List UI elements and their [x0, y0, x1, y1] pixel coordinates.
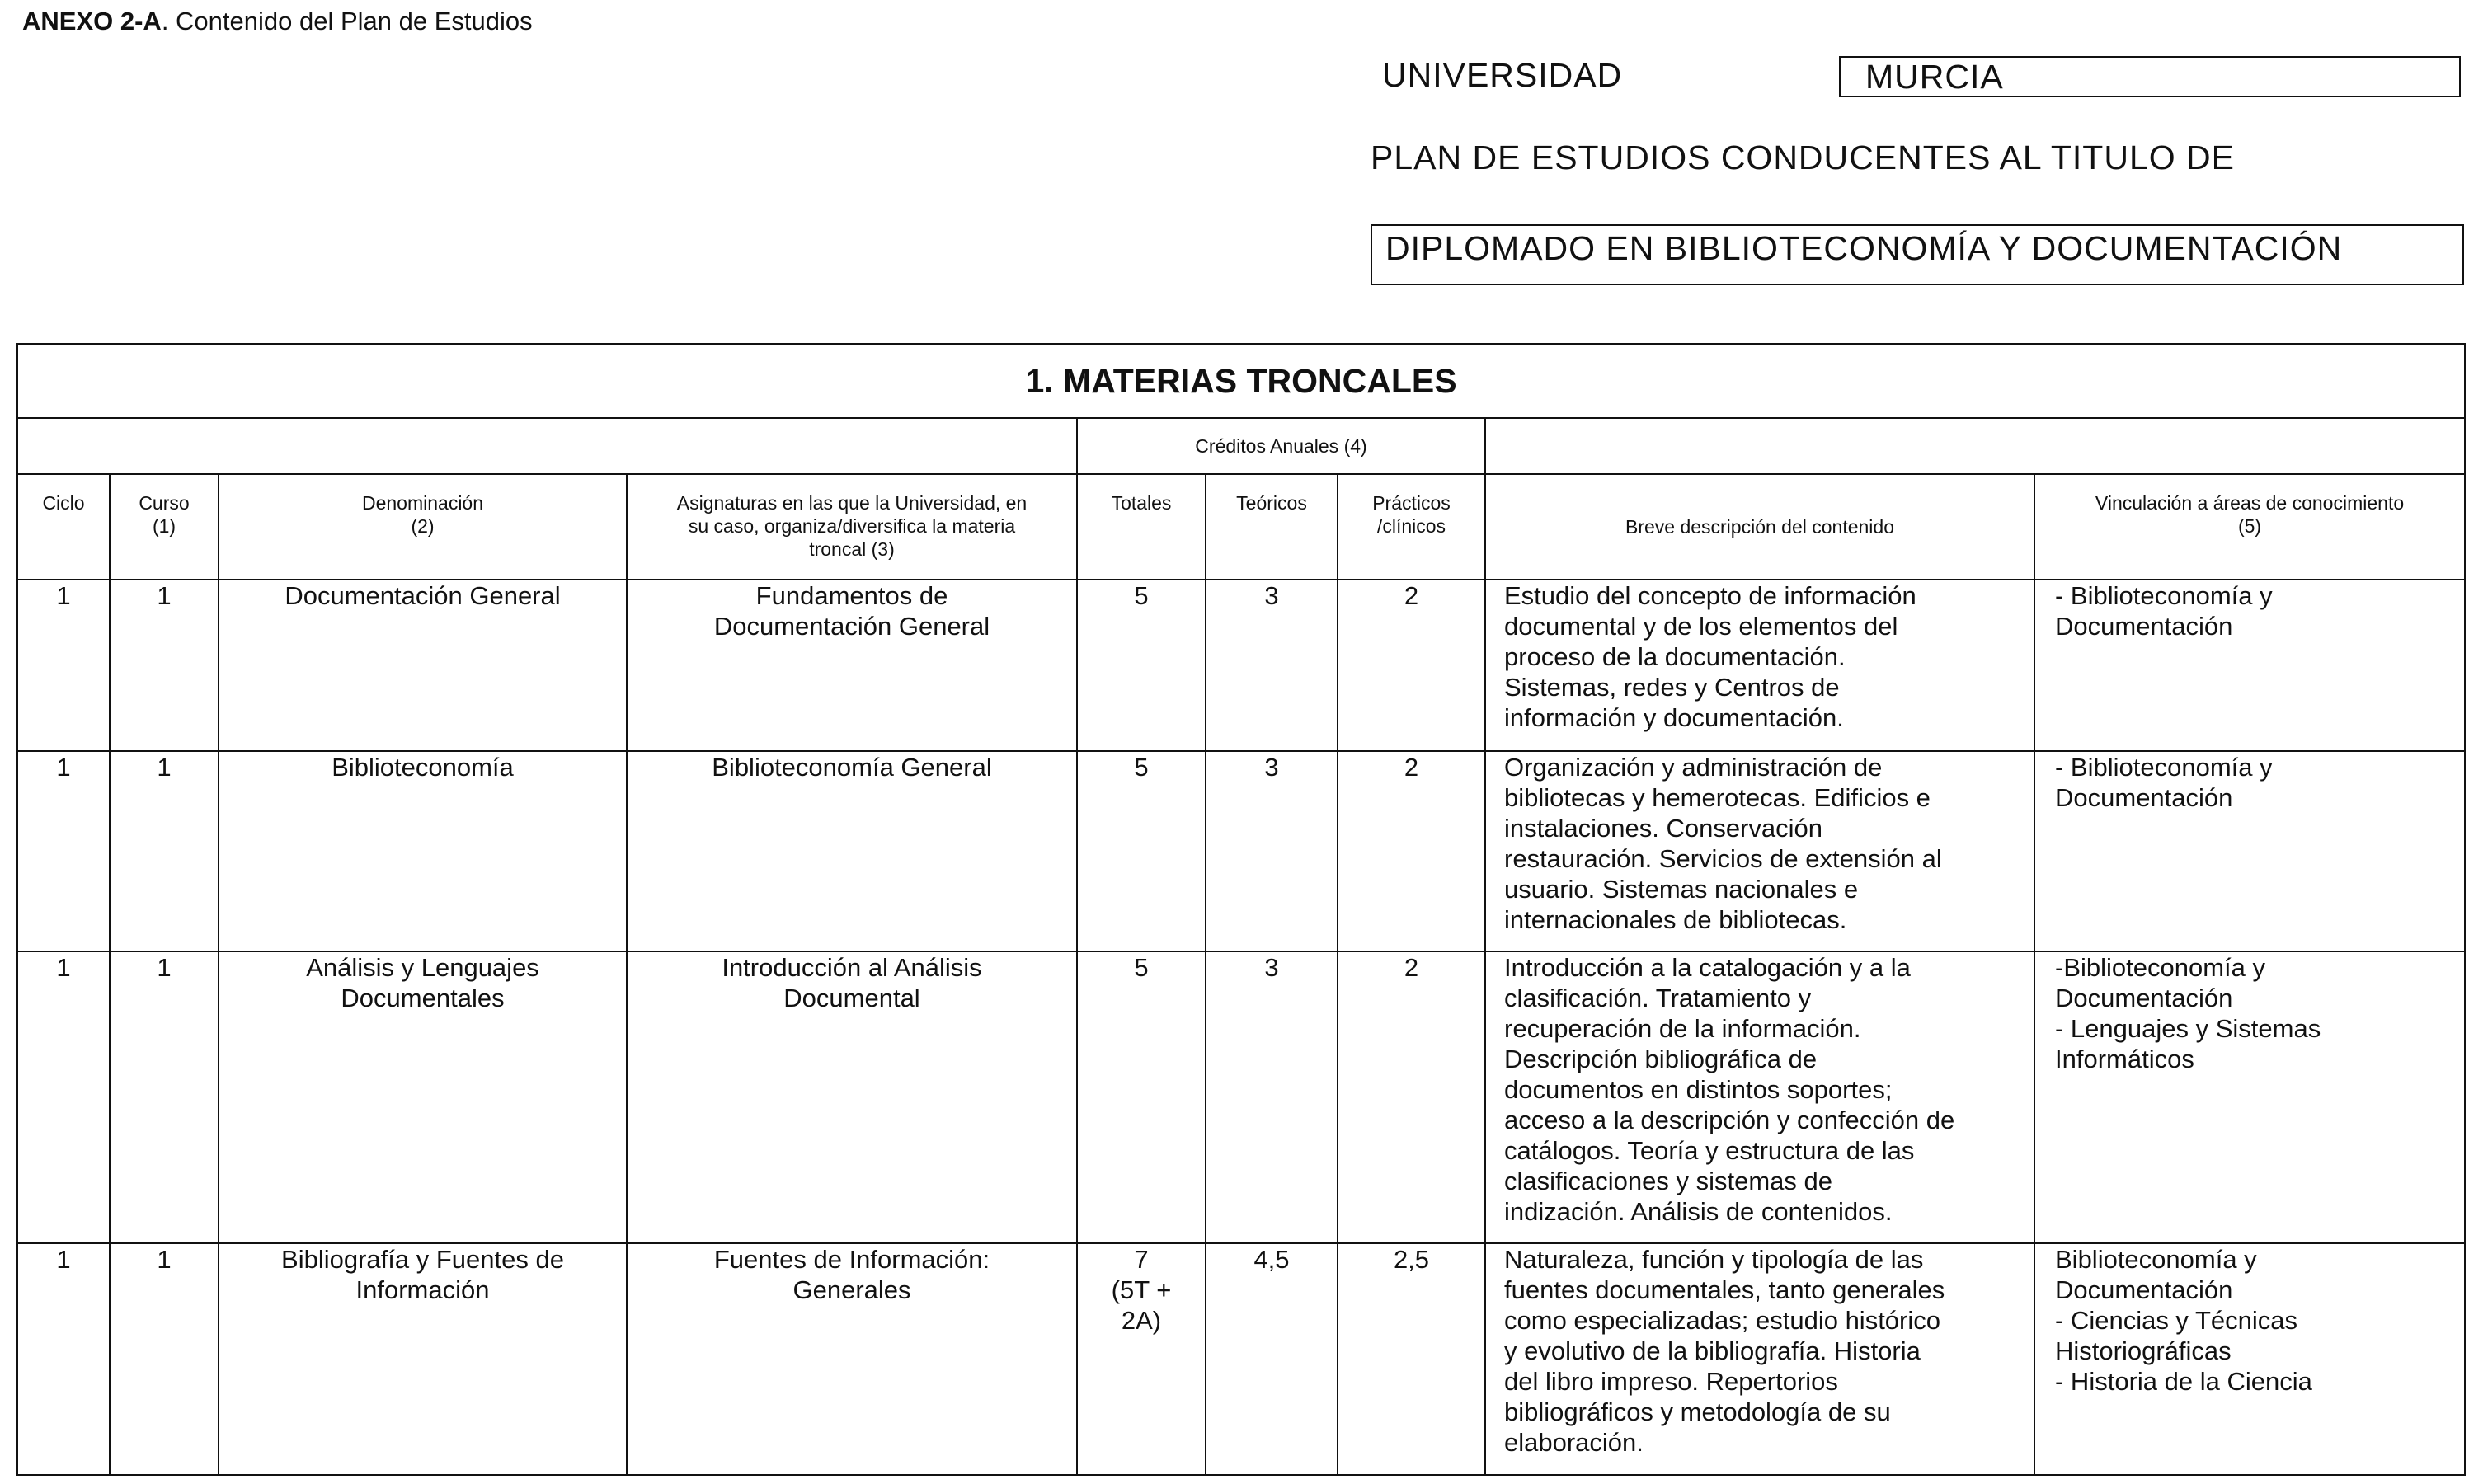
col-header-totales: Totales [1077, 474, 1206, 580]
col-header-teoricos: Teóricos [1206, 474, 1338, 580]
universidad-label: UNIVERSIDAD [1382, 56, 1623, 94]
cell-totales: 5 [1077, 580, 1206, 751]
universidad-value-box: MURCIA [1839, 56, 2461, 97]
cell-ciclo: 1 [17, 580, 110, 751]
creditos-anuales-header: Créditos Anuales (4) [1077, 418, 1485, 474]
cell-asignaturas: Fuentes de Información: Generales [627, 1243, 1077, 1475]
creditos-spacer-left [17, 418, 1077, 474]
cell-denominacion: Documentación General [219, 580, 627, 751]
table-row [17, 951, 2465, 1243]
cell-practicos: 2 [1338, 951, 1485, 1243]
cell-ciclo: 1 [17, 751, 110, 951]
col-header-curso: Curso (1) [110, 474, 219, 580]
cell-vinculacion: -Biblioteconomía y Documentación - Lenguajes y Sistemas Informáticos [2034, 951, 2465, 1243]
cell-teoricos: 4,5 [1206, 1243, 1338, 1475]
col-header-denominacion: Denominación (2) [219, 474, 627, 580]
cell-teoricos: 3 [1206, 580, 1338, 751]
cell-vinculacion: Biblioteconomía y Documentación - Ciencias y Técnicas Historiográficas - Historia de la Ciencia [2034, 1243, 2465, 1475]
plan-estudios-line: PLAN DE ESTUDIOS CONDUCENTES AL TITULO DE [1371, 139, 2235, 176]
cell-vinculacion: - Biblioteconomía y Documentación [2034, 751, 2465, 951]
materias-troncales-table [16, 343, 2466, 1476]
cell-asignaturas: Introducción al Análisis Documental [627, 951, 1077, 1243]
cell-denominacion: Biblioteconomía [219, 751, 627, 951]
cell-descripcion: Naturaleza, función y tipología de las fuentes documentales, tanto generales como especializadas; estudio histórico y evolutivo de la bibliografía. Historia del libro impreso. Repertorios bibliográficos y metodología de su elaboración. [1485, 1243, 2034, 1475]
annex-title: . Contenido del Plan de Estudios [161, 7, 533, 35]
col-header-ciclo: Ciclo [17, 474, 110, 580]
column-header-row [17, 474, 2465, 580]
cell-descripcion: Introducción a la catalogación y a la clasificación. Tratamiento y recuperación de la información. Descripción bibliográfica de documentos en distintos soportes; acceso a la descripción y confección de catálogos. Teoría y estructura de las clasificaciones y sistemas de indización. Análisis de contenidos. [1485, 951, 2034, 1243]
cell-descripcion: Estudio del concepto de información documental y de los elementos del proceso de la documentación. Sistemas, redes y Centros de información y documentación. [1485, 580, 2034, 751]
annex-label: ANEXO 2-A [22, 7, 162, 35]
cell-curso: 1 [110, 951, 219, 1243]
cell-ciclo: 1 [17, 1243, 110, 1475]
table-row [17, 1243, 2465, 1475]
titulo-value-box: DIPLOMADO EN BIBLIOTECONOMÍA Y DOCUMENTACIÓN [1371, 224, 2464, 285]
cell-practicos: 2 [1338, 751, 1485, 951]
cell-practicos: 2,5 [1338, 1243, 1485, 1475]
cell-curso: 1 [110, 580, 219, 751]
cell-curso: 1 [110, 1243, 219, 1475]
cell-totales: 5 [1077, 751, 1206, 951]
col-header-practicos: Prácticos /clínicos [1338, 474, 1485, 580]
table-row [17, 751, 2465, 951]
annex-heading [22, 7, 533, 36]
cell-totales: 5 [1077, 951, 1206, 1243]
cell-descripcion: Organización y administración de bibliotecas y hemerotecas. Edificios e instalaciones. Conservación restauración. Servicios de extensión al usuario. Sistemas nacionales e internacionales de bibliotecas. [1485, 751, 2034, 951]
col-header-asignaturas: Asignaturas en las que la Universidad, en su caso, organiza/diversifica la materia troncal (3) [627, 474, 1077, 580]
cell-totales: 7 (5T + 2A) [1077, 1243, 1206, 1475]
col-header-vinculacion: Vinculación a áreas de conocimiento (5) [2034, 474, 2465, 580]
cell-asignaturas: Biblioteconomía General [627, 751, 1077, 951]
cell-teoricos: 3 [1206, 751, 1338, 951]
section-title: 1. MATERIAS TRONCALES [17, 344, 2465, 418]
cell-denominacion: Análisis y Lenguajes Documentales [219, 951, 627, 1243]
cell-teoricos: 3 [1206, 951, 1338, 1243]
cell-curso: 1 [110, 751, 219, 951]
cell-practicos: 2 [1338, 580, 1485, 751]
col-header-descripcion: Breve descripción del contenido [1485, 474, 2034, 580]
cell-denominacion: Bibliografía y Fuentes de Información [219, 1243, 627, 1475]
cell-ciclo: 1 [17, 951, 110, 1243]
creditos-spacer-right [1485, 418, 2465, 474]
cell-vinculacion: - Biblioteconomía y Documentación [2034, 580, 2465, 751]
table-row [17, 580, 2465, 751]
cell-asignaturas: Fundamentos de Documentación General [627, 580, 1077, 751]
